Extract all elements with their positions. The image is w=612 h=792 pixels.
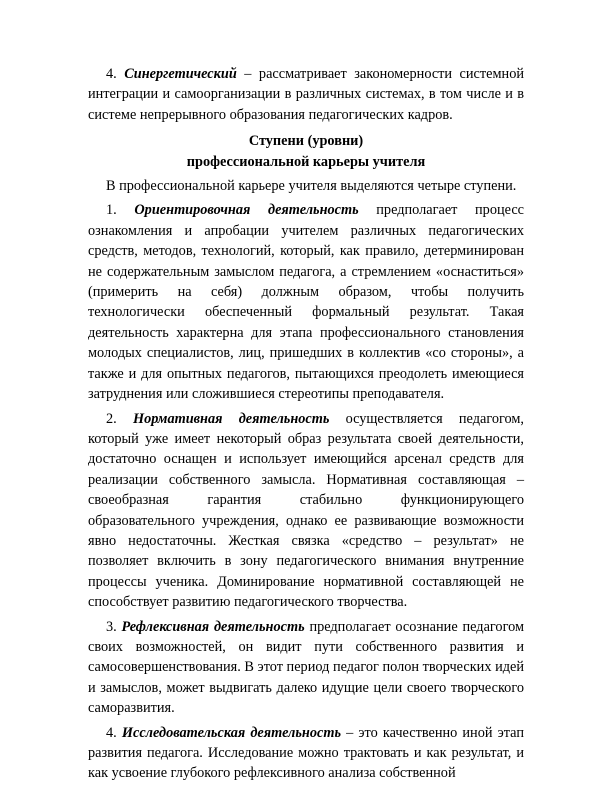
item-number: 1. (106, 202, 117, 219)
paragraph-text: предполагает осознание педагогом своих возможностей, он видит пути собственного развития и самосовершенствования. В этот период педагог полон творческих идей и замыслов, может выдвигать далеко идущие цели своего творческого саморазвития. (88, 618, 524, 717)
document-page (88, 64, 524, 784)
term-orientational: Ориентировочная деятельность (134, 202, 359, 219)
term-normative: Нормативная деятельность (132, 410, 330, 427)
paragraph-stage-3 (88, 617, 524, 719)
paragraph-stage-4 (88, 723, 524, 784)
paragraph-text: – это качественно иной этап развития педагога. Исследование можно трактовать и как результат, и как усвоение глубокого рефлексивного анализа собственной (88, 724, 524, 782)
section-heading-line2: профессиональной карьеры учителя (186, 153, 426, 170)
paragraph-text: – рассматривает закономерности системной интеграции и самоорганизации в различных системах, в том числе и в системе непрерывного образования педагогических кадров. (88, 66, 524, 123)
term-reflexive: Рефлексивная деятельность (121, 618, 305, 635)
item-number: 2. (106, 410, 117, 427)
paragraph-intro: В профессиональной карьере учителя выделяются четыре ступени. (106, 178, 517, 195)
item-number: 4. (106, 66, 117, 82)
item-number: 3. (106, 618, 117, 635)
paragraph-text: осуществляется педагогом, который уже имеет некоторый образ результата своей деятельности, достаточно оснащен и использует имеющийся арсенал средств для реализации собственного замысла. Нормативная составляющая – своеобразная гарантия стабильно функционирующего образовательного учреждения, однако ее развивающие возможности явно недостаточны. Жесткая связка «средство – результат» не позволяет включить в зону педагогического внимания внутренние процессы ученика. Доминирование нормативной составляющей не способствует развитию педагогического творчества. (88, 410, 524, 611)
paragraph-stage-1 (88, 200, 524, 404)
paragraph-stage-2 (88, 409, 524, 613)
term-research: Исследовательская деятельность (121, 724, 342, 741)
section-heading-line1: Ступени (уровни) (248, 133, 364, 150)
paragraph-synergetic (88, 64, 524, 125)
term-synergetic: Синергетический (124, 66, 237, 82)
item-number: 4. (106, 724, 117, 741)
paragraph-text: предполагает процесс ознакомления и апробации учителем различных педагогических средств, методов, технологий, который, как правило, детерминирован не содержательным замыслом педагога, а стремлением «оснаститься» (примерить на себя) должным образом, чтобы получить технологически обеспеченный формальный результат. Такая деятельность характерна для этапа профессионального становления молодых специалистов, лиц, пришедших в коллектив «со стороны», а также и для опытных педагогов, пытающихся преодолеть имеющиеся затруднения или сложившиеся стереотипы преподавателя. (88, 202, 525, 403)
